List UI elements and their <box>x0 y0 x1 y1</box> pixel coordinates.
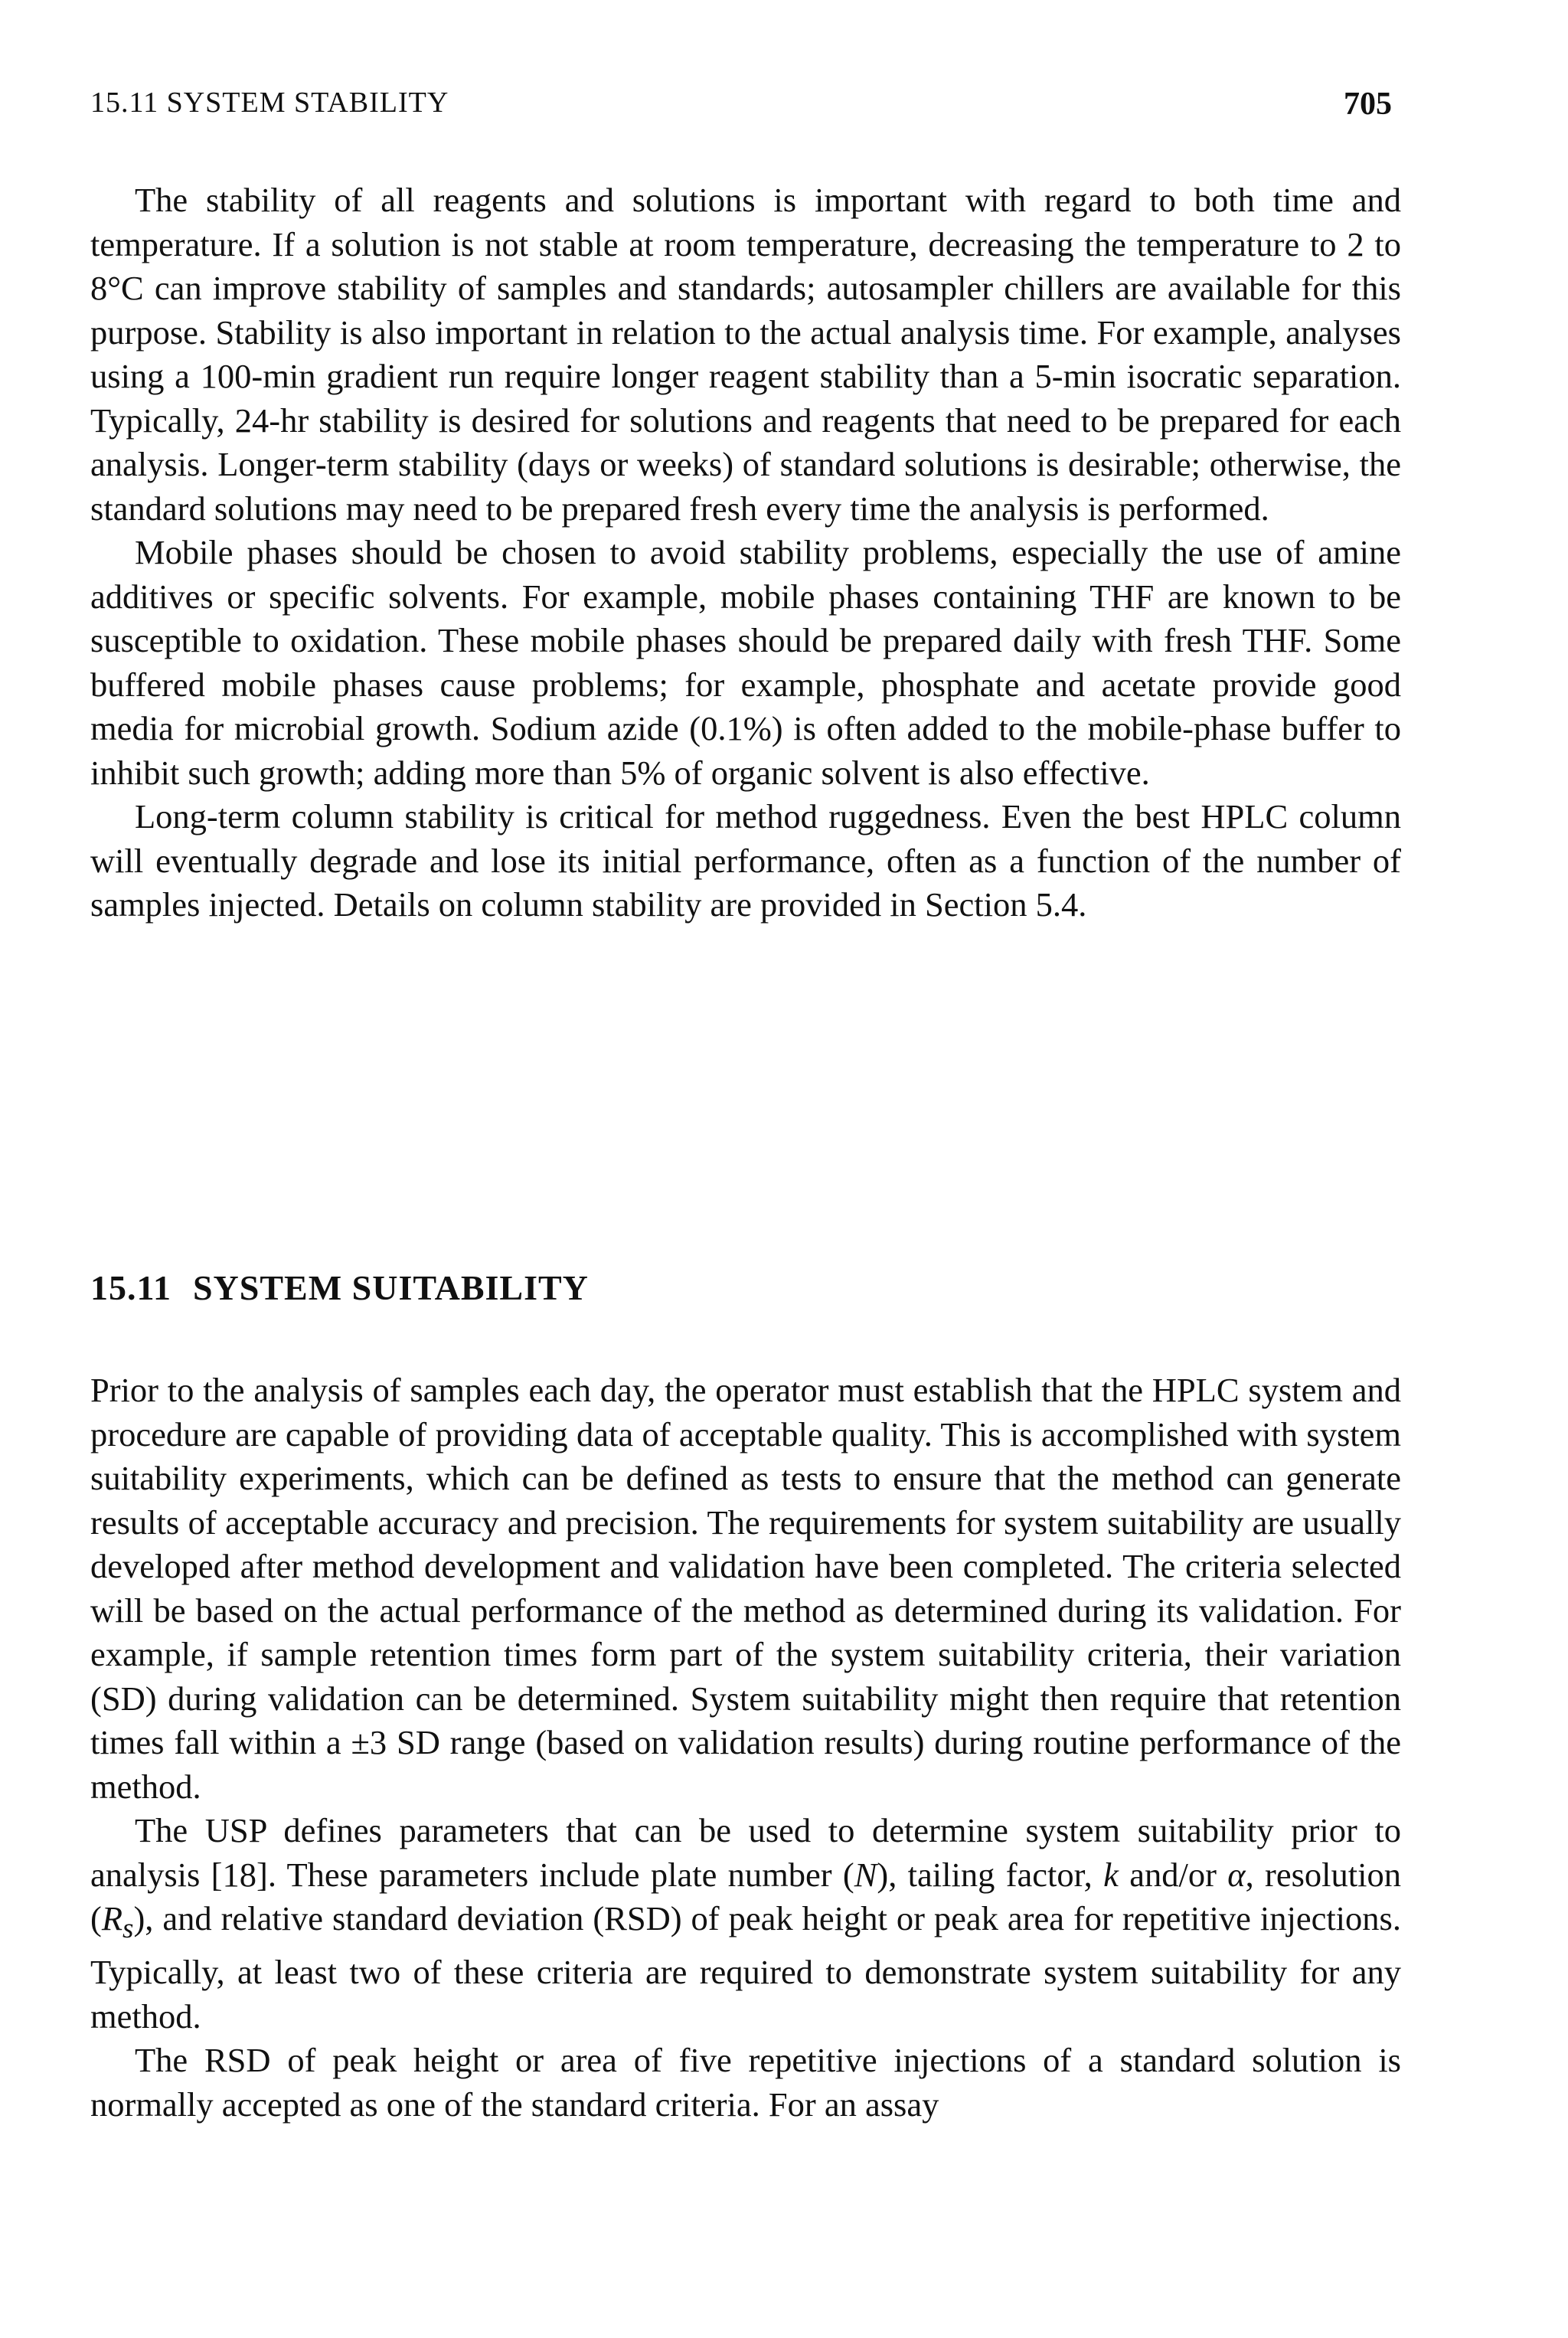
usp-text-part-4: , resolution ( <box>90 1855 1402 1937</box>
usp-text-part-5: ), and relative standard deviation (RSD) of peak height or peak area for repetitive injections. Typically, at least two of these criteria are required to demonstrate system suitability for any method. <box>90 1899 1401 2036</box>
symbol-resolution-subscript: s <box>122 1912 134 1944</box>
suitability-section-text <box>90 1368 1401 2127</box>
paragraph-mobile-phase-stability: Mobile phases should be chosen to avoid stability problems, especially the use of amine additives or specific solvents. For example, mobile phases containing THF are known to be susceptible to oxidation. These mobile phases should be prepared daily with fresh THF. Some buffered mobile phases cause problems; for example, phosphate and acetate provide good media for microbial growth. Sodium azide (0.1%) is often added to the mobile-phase buffer to inhibit such growth; adding more than 5% of organic solvent is also effective. <box>90 533 1401 792</box>
page-number: 705 <box>1344 87 1392 122</box>
paragraph-suitability-intro: Prior to the analysis of samples each day, the operator must establish that the HPLC system and procedure are capable of providing data of acceptable quality. This is accomplished with system suitability experiments, which can be defined as tests to ensure that the method can generate results of acceptable accuracy and precision. The requirements for system suitability are usually developed after method development and validation have been completed. The criteria selected will be based on the actual performance of the method as determined during its validation. For example, if sample retention times form part of the system suitability criteria, their variation (SD) during validation can be determined. System suitability might then require that retention times fall within a ±3 SD range (based on validation results) during routine performance of the method. <box>90 1371 1401 1806</box>
section-heading-number: 15.11 <box>90 1268 172 1307</box>
usp-text-part-2: ), tailing factor, <box>877 1855 1104 1894</box>
symbol-alpha: α <box>1227 1855 1246 1894</box>
section-heading-title: SYSTEM SUITABILITY <box>192 1268 589 1307</box>
section-heading <box>90 1267 589 1308</box>
symbol-plate-number: N <box>854 1855 877 1894</box>
paragraph-reagent-stability: The stability of all reagents and solutions is important with regard to both time and temperature. If a solution is not stable at room temperature, decreasing the temperature to 2 to 8°C can improve stability of samples and standards; autosampler chillers are available for this purpose. Stability is also important in relation to the actual analysis time. For example, analyses using a 100-min gradient run require longer reagent stability than a 5-min isocratic separation. Typically, 24-hr stability is desired for solutions and reagents that need to be prepared for each analysis. Longer-term stability (days or weeks) of standard solutions is desirable; otherwise, the standard solutions may need to be prepared fresh every time the analysis is performed. <box>90 181 1401 528</box>
stability-section-text <box>90 178 1401 927</box>
symbol-resolution: R <box>101 1899 123 1937</box>
paragraph-column-stability: Long-term column stability is critical for method ruggedness. Even the best HPLC column will eventually degrade and lose its initial performance, often as a function of the number of samples injected. Details on column stability are provided in Section 5.4. <box>90 797 1401 924</box>
paragraph-rsd-criteria: The RSD of peak height or area of five repetitive injections of a standard solution is normally accepted as one of the standard criteria. For an assay <box>90 2041 1401 2124</box>
paragraph-usp-parameters <box>90 1809 1401 2039</box>
running-head: 15.11 SYSTEM STABILITY <box>90 87 449 119</box>
symbol-k: k <box>1103 1855 1119 1894</box>
usp-text-part-1: The USP defines parameters that can be used to determine system suitability prior to analysis [18]. These parameters include plate number ( <box>90 1811 1401 1894</box>
usp-text-part-3: and/or <box>1118 1855 1228 1894</box>
